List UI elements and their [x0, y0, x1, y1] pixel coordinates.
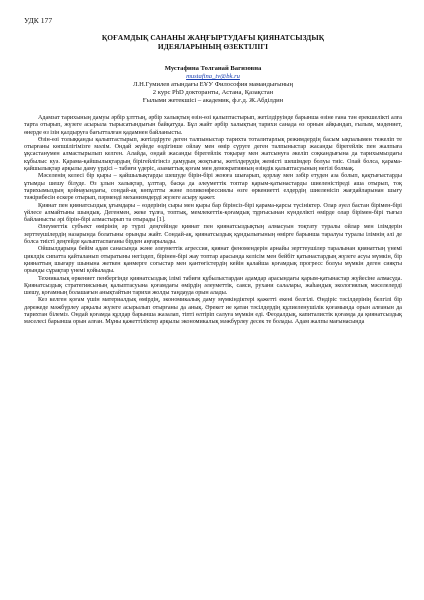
paper-title — [24, 33, 402, 51]
title-line-2: ИДЕЯЛАРЫНЫҢ ӨЗЕКТІЛІГІ — [157, 42, 269, 51]
author-name: Мустафина Толганай Вагизовна — [164, 65, 262, 72]
body-paragraph: Адамзат тарихының дамуы әрбір ұлттың, әрбір халықтың өзін-өзі қалыптастырып, жетілдіруінде барынша өзіне ғана тән ерекшелікті алға тарта отырып, жүзеге асырыла тырысатындығын байқатуда. Бұл жайт әрбір халықтың тарихи санада өз орнын айқындап, ғылым, мәдениет, өнерде өз ізін қалдыруға бағытталған қадамнен байланысты. — [24, 115, 402, 136]
body-paragraph: Өзін-өзі толыққанды қалыптастырып, жетілдіруге деген талпыныстар тарихта тоталитарлық режимдердің басым ықпалымен тежеліп те отырғаны көпшілігімізге мәлім. Ондай жүйеде өздігінше ойлау мен өмір сүруге деген талпыныстар жасанды бірегейлік пен жалпыға ұқсастанумен алмастырылып келген. Алайда, ондай жасанды бірегейлік тоқырау мен жатсынуға әкеліп соқкандығына да тарихымыздағы кұбылыс куә. Қарама-қайшылықтардың бірігейлігінсіз дамудың жоқтығы, жетілдерудің жемісті шешімдер болуы тиіс. Олай болса, қарама-қайшылықтар арқылы даму үрдісі – табиғи үдеріс, азаматтық қоғам мен демократияның өзіндік қалыптасуының негізі болмақ. — [24, 136, 402, 173]
body-paragraph: Кез келген қоғам үшін материалдық өмірдің, экономикалық даму мүмкіндіктері қажетті екені белгілі. Өндіріс тәсілдерінің белгілі бір дәрежеде мәжбүрлеу арқылы жүзеге асырылып отырғаны да анық. Әрекет ие қатан тәсілдердің құлиеленушілік қоғамында орын алғанын да тарихтан білеміз. Ондай қоғамда құлдар барынша жазалап, тіпті өлтіріп салуға мүмкін еді. Феодалдық, капиталистік қоғамда да қиянатсыздық мәселесі барынша орын алған. Мұны қажеттіліктер арқылы экономикалық мәжбүрлеу десек те болады. Адам жалпы мағынасында — [24, 297, 402, 326]
article-body — [24, 115, 402, 327]
author-advisor: Ғылыми жетекшісі – академик, ф.ғ.д. Ж.Абділдин — [142, 97, 284, 104]
body-paragraph: Әлеуметтік субъект өмірінің әр түрлі деңгейінде қиянат пен қиянатсыздықтың алмасуын тоқтату туралы ойлар мен ілімдерін зерттеушілердің назарында болатыны орынды жайт. Сондай-ақ, қиянатсыздық құндылығының өмірге барынша таралуы туралы ілімнің әлі де болса тиісті деңгейде қалыптаспағаны бірден аңғарылады. — [24, 224, 402, 246]
body-paragraph: Ойшылдарыңа бейім адам санасында және әлеуметтік агрессия, қиянат феномендерін арнайы зерттеушілер таралынан қиянаттың үнемі циклдік сипатта қайталанып отыратыны негіздеп, бірінен-бірі жау топтар арасында келісім мен бейбіт қатынастардың жүзеге асуы мүмкін, бір қиянаттың шығару шынына жеткен қанмерге согыстар мен қантөгістердің кейін қалайша қоғамдық прогресс болуы мүмкін деген сияқты орынды сұрақтар үнемі қойылады. — [24, 246, 402, 275]
title-line-1: ҚОҒАМДЫҚ САНАНЫ ЖАҢҒЫРТУДАҒЫ ҚИЯНАТСЫЗДЫҚ — [101, 33, 325, 42]
author-email-link[interactable]: mustafina_tv@bk.ru — [186, 73, 240, 80]
udc-code: УДК 177 — [24, 16, 53, 25]
body-paragraph: Мәселенің келесі бір қыры – қайшылықтарды шешуде бірін-бірі жоюға шығарып, қорлау мен зәбір етуден аза болып, қақтығыстарды ұтымды шешу білуде. Өз ұлын халықтар, ұлттар, басқа да әлеуметтік топтар қарым-қатынастарды шиеленістіреді аша отырып, тоқ тарихымыздың қойнауындағы, сондай-ақ көпұлтты және поликонфессиялы өзге өркениетті елдердің шиеленісіп жағдайларынан шығу тәжірибесін ескере отырып, пәрменді механизмдерді жүзеге асыру қажет. — [24, 173, 402, 202]
author-affiliation-1: Л.Н.Гумилев атындағы ЕҰУ Философия мамандығының — [133, 81, 293, 88]
body-paragraph: Қиянат пен қиянатсыздық ұғымдары – өздерінің сыры мен қыры бар бірінсіз-бірі қарама-қарсы түсініктер. Олар әуел бастан бірімен-бірі үйлесе алмайтыны шындық. Дегенмен, жеке тұлға, топтық, мемлекеттік-қоғамдық тұрғысынан күнделікті өмірде олар бірімен-бірі тығыз байланысты әрі бірін-бірі алмастырып та отырады [1]. — [24, 202, 402, 224]
author-block — [24, 65, 402, 105]
author-affiliation-2: 2 курс PhD докторанты, Астана, Қазақстан — [152, 89, 274, 96]
body-paragraph: Техникалық өркениет пенбергінде қиянатсыздық ілімі табиғи құбылыстардан адамдар арасындағы қарым-қатынастар жүйесіне алмасуда. Қиянатсыздық стратегиясының қалыптасуына қоғамдағы өмірдің әлеуметтік, саяси, рухани салалары, жаһандық экологиялық мәселелерді шешу, қоғамның болашағын анықтайтын тарихи жолды таңдауда орын алады. — [24, 275, 402, 297]
